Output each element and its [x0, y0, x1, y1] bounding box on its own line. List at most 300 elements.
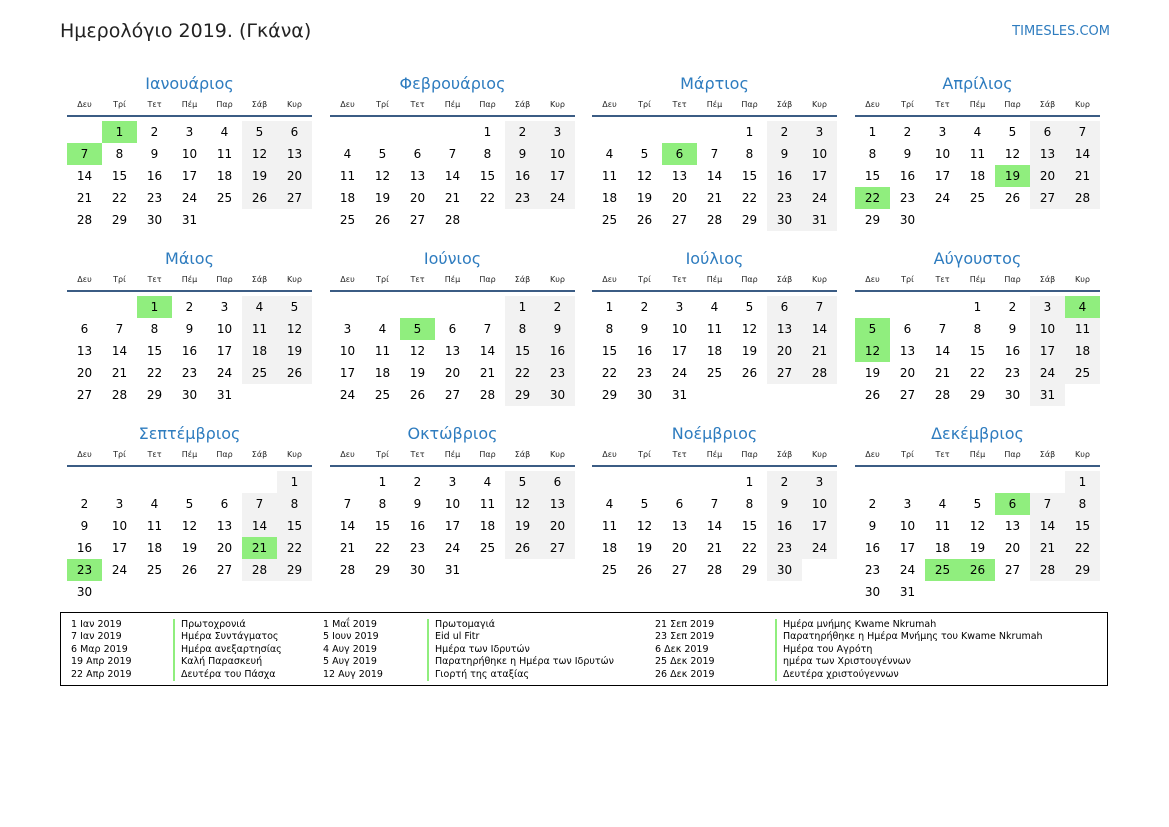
day-grid — [592, 296, 837, 406]
weekday-header — [855, 447, 1100, 467]
day-cell: 8 — [277, 493, 312, 515]
legend-holiday-name: Ημέρα ανεξαρτησίας — [173, 644, 282, 656]
day-cell: 18 — [374, 366, 391, 380]
holiday-day: 6 — [995, 493, 1030, 515]
weekday-label: Παρ — [479, 100, 496, 109]
legend-date: 7 Ιαν 2019 — [71, 631, 122, 643]
site-link[interactable]: TIMESLES.COM — [1012, 24, 1110, 39]
weekday-label: Τρί — [901, 450, 914, 459]
legend-holiday-name: Δευτέρα χριστούγεννων — [775, 669, 899, 681]
day-cell: 17 — [339, 366, 356, 380]
day-cell: 8 — [745, 147, 754, 161]
day-cell: 5 — [505, 471, 540, 493]
weekday-label: Τετ — [935, 275, 950, 284]
day-cell: 15 — [505, 340, 540, 362]
day-cell: 5 — [973, 497, 982, 511]
day-cell: 7 — [1065, 121, 1100, 143]
day-cell: 3 — [938, 125, 947, 139]
weekday-header — [330, 272, 575, 292]
day-cell: 24 — [899, 563, 916, 577]
legend-date: 4 Αυγ 2019 — [323, 643, 377, 655]
holiday-day: 4 — [1065, 296, 1100, 318]
weekday-label: Παρ — [216, 450, 233, 459]
weekday-label: Πέμ — [444, 275, 461, 284]
day-cell: 4 — [973, 125, 982, 139]
weekday-label: Τετ — [147, 450, 162, 459]
weekday-label: Κυρ — [287, 100, 302, 109]
weekday-label: Δευ — [77, 275, 92, 284]
day-cell: 20 — [767, 340, 802, 362]
weekday-label: Κυρ — [550, 100, 565, 109]
weekday-label: Τρί — [901, 275, 914, 284]
empty-cell — [855, 471, 890, 493]
day-cell: 4 — [710, 300, 719, 314]
day-cell: 21 — [111, 366, 128, 380]
day-cell: 16 — [409, 519, 426, 533]
day-cell: 1 — [605, 300, 614, 314]
day-cell: 1 — [868, 125, 877, 139]
month-name: Μάιος — [165, 249, 214, 268]
day-cell: 10 — [802, 143, 837, 165]
weekday-label: Τρί — [376, 450, 389, 459]
day-cell: 2 — [767, 121, 802, 143]
day-cell: 7 — [710, 147, 719, 161]
day-cell: 1 — [483, 125, 492, 139]
day-cell: 19 — [636, 541, 653, 555]
weekday-label: Σάβ — [1039, 100, 1056, 109]
legend-date: 12 Αυγ 2019 — [323, 668, 383, 680]
day-cell: 27 — [277, 187, 312, 209]
holiday-day: 26 — [960, 559, 995, 581]
day-cell: 26 — [1004, 191, 1021, 205]
day-cell: 19 — [374, 191, 391, 205]
day-cell: 27 — [1030, 187, 1065, 209]
legend-date: 26 Δεκ 2019 — [655, 668, 715, 680]
day-cell: 28 — [934, 388, 951, 402]
day-cell: 20 — [1030, 165, 1065, 187]
day-cell: 7 — [343, 497, 352, 511]
day-cell: 4 — [483, 475, 492, 489]
day-cell: 23 — [864, 563, 881, 577]
weekday-label: Τρί — [113, 275, 126, 284]
empty-cell — [662, 471, 697, 493]
day-cell: 19 — [242, 165, 277, 187]
day-cell: 8 — [115, 147, 124, 161]
day-cell: 11 — [601, 519, 618, 533]
day-cell: 24 — [181, 191, 198, 205]
day-cell: 19 — [409, 366, 426, 380]
day-cell: 28 — [339, 563, 356, 577]
weekday-label: Κυρ — [812, 275, 827, 284]
day-cell: 29 — [864, 213, 881, 227]
weekday-label: Σάβ — [514, 100, 531, 109]
holiday-legend — [60, 612, 1108, 686]
day-cell: 22 — [969, 366, 986, 380]
day-cell: 28 — [706, 563, 723, 577]
day-cell: 19 — [741, 344, 758, 358]
day-cell: 30 — [767, 559, 802, 581]
day-cell: 13 — [671, 169, 688, 183]
legend-date: 6 Δεκ 2019 — [655, 643, 709, 655]
day-cell: 12 — [636, 519, 653, 533]
day-cell: 25 — [242, 362, 277, 384]
legend-holiday-name: Ημέρα των Ιδρυτών — [427, 644, 530, 656]
day-cell: 15 — [601, 344, 618, 358]
day-cell: 7 — [938, 322, 947, 336]
weekday-header — [592, 447, 837, 467]
day-cell: 7 — [448, 147, 457, 161]
day-cell: 9 — [185, 322, 194, 336]
month-name: Αύγουστος — [933, 249, 1022, 268]
legend-date: 6 Μαρ 2019 — [71, 643, 128, 655]
legend-date: 5 Αυγ 2019 — [323, 656, 377, 668]
day-cell: 4 — [605, 147, 614, 161]
day-cell: 11 — [374, 344, 391, 358]
day-cell: 6 — [540, 471, 575, 493]
day-cell: 25 — [969, 191, 986, 205]
day-cell: 14 — [934, 344, 951, 358]
legend-date: 21 Σεπ 2019 — [655, 619, 715, 630]
day-cell: 10 — [934, 147, 951, 161]
day-cell: 21 — [706, 541, 723, 555]
weekday-label: Τετ — [672, 275, 687, 284]
day-cell: 22 — [111, 191, 128, 205]
weekday-label: Σάβ — [514, 275, 531, 284]
day-cell: 30 — [146, 213, 163, 227]
weekday-label: Δευ — [865, 275, 880, 284]
day-cell: 13 — [540, 493, 575, 515]
weekday-label: Σάβ — [776, 100, 793, 109]
day-cell: 27 — [767, 362, 802, 384]
day-cell: 27 — [671, 213, 688, 227]
day-cell: 23 — [146, 191, 163, 205]
day-cell: 30 — [636, 388, 653, 402]
day-cell: 26 — [277, 362, 312, 384]
day-grid — [592, 471, 837, 581]
day-cell: 26 — [864, 388, 881, 402]
weekday-label: Τετ — [672, 450, 687, 459]
empty-cell — [365, 121, 400, 143]
day-cell: 27 — [1004, 563, 1021, 577]
empty-cell — [102, 471, 137, 493]
legend-date: 19 Απρ 2019 — [71, 656, 132, 668]
day-cell: 5 — [640, 497, 649, 511]
day-cell: 13 — [216, 519, 233, 533]
legend-holiday-name: Ημέρα μνήμης Kwame Nkrumah — [775, 619, 936, 631]
day-cell: 27 — [671, 563, 688, 577]
day-cell: 18 — [601, 191, 618, 205]
day-cell: 12 — [181, 519, 198, 533]
day-cell: 21 — [444, 191, 461, 205]
month-name: Ιούνιος — [423, 249, 482, 268]
weekday-label: Τρί — [638, 275, 651, 284]
day-cell: 11 — [934, 519, 951, 533]
day-cell: 10 — [671, 322, 688, 336]
month-name: Δεκέμβριος — [931, 424, 1024, 443]
weekday-label: Τετ — [410, 275, 425, 284]
day-cell: 14 — [1065, 143, 1100, 165]
day-cell: 3 — [802, 471, 837, 493]
day-cell: 28 — [1065, 187, 1100, 209]
weekday-label: Τρί — [638, 450, 651, 459]
weekday-label: Κυρ — [550, 450, 565, 459]
day-cell: 23 — [181, 366, 198, 380]
empty-cell — [207, 471, 242, 493]
day-cell: 18 — [706, 344, 723, 358]
day-cell: 11 — [146, 519, 163, 533]
holiday-day: 25 — [925, 559, 960, 581]
holiday-day: 23 — [67, 559, 102, 581]
weekday-label: Σάβ — [1039, 275, 1056, 284]
day-cell: 22 — [277, 537, 312, 559]
weekday-label: Δευ — [340, 275, 355, 284]
day-cell: 14 — [76, 169, 93, 183]
day-cell: 11 — [969, 147, 986, 161]
day-cell: 17 — [181, 169, 198, 183]
day-cell: 23 — [505, 187, 540, 209]
day-cell: 12 — [409, 344, 426, 358]
day-cell: 28 — [479, 388, 496, 402]
day-cell: 18 — [216, 169, 233, 183]
day-cell: 16 — [899, 169, 916, 183]
day-cell: 8 — [605, 322, 614, 336]
day-cell: 20 — [899, 366, 916, 380]
day-cell: 29 — [741, 563, 758, 577]
day-cell: 26 — [409, 388, 426, 402]
day-cell: 21 — [479, 366, 496, 380]
day-cell: 6 — [413, 147, 422, 161]
weekday-label: Πέμ — [444, 450, 461, 459]
empty-cell — [592, 471, 627, 493]
month-1 — [67, 73, 312, 231]
day-cell: 29 — [146, 388, 163, 402]
day-cell: 25 — [374, 388, 391, 402]
weekday-label: Παρ — [479, 450, 496, 459]
day-cell: 28 — [802, 362, 837, 384]
legend-holiday-name: Καλή Παρασκευή — [173, 656, 262, 668]
weekday-label: Κυρ — [812, 450, 827, 459]
day-cell: 20 — [671, 191, 688, 205]
day-cell: 9 — [903, 147, 912, 161]
day-cell: 3 — [185, 125, 194, 139]
day-cell: 17 — [444, 519, 461, 533]
holiday-day: 1 — [137, 296, 172, 318]
day-cell: 13 — [671, 519, 688, 533]
day-cell: 24 — [540, 187, 575, 209]
month-name: Σεπτέμβριος — [138, 424, 241, 443]
empty-cell — [435, 296, 470, 318]
day-cell: 21 — [802, 340, 837, 362]
weekday-label: Κυρ — [1075, 275, 1090, 284]
day-cell: 13 — [1030, 143, 1065, 165]
weekday-label: Τετ — [410, 450, 425, 459]
day-cell: 16 — [540, 340, 575, 362]
day-cell: 10 — [444, 497, 461, 511]
day-cell: 26 — [242, 187, 277, 209]
day-cell: 9 — [767, 143, 802, 165]
day-cell: 5 — [185, 497, 194, 511]
day-cell: 20 — [277, 165, 312, 187]
day-cell: 2 — [868, 497, 877, 511]
empty-cell — [330, 296, 365, 318]
day-cell: 6 — [767, 296, 802, 318]
weekday-label: Παρ — [216, 100, 233, 109]
day-cell: 2 — [767, 471, 802, 493]
day-cell: 4 — [220, 125, 229, 139]
day-cell: 21 — [1030, 537, 1065, 559]
weekday-label: Τετ — [935, 450, 950, 459]
holiday-day: 5 — [855, 318, 890, 340]
day-cell: 24 — [1030, 362, 1065, 384]
day-cell: 8 — [745, 497, 754, 511]
day-cell: 26 — [505, 537, 540, 559]
month-6 — [330, 248, 575, 406]
day-cell: 11 — [706, 322, 723, 336]
weekday-label: Πέμ — [969, 275, 986, 284]
legend-holiday-name: Ημέρα Συντάγματος — [173, 631, 278, 643]
day-cell: 10 — [111, 519, 128, 533]
day-cell: 8 — [505, 318, 540, 340]
month-10 — [330, 423, 575, 581]
day-grid — [855, 121, 1100, 231]
day-cell: 23 — [767, 537, 802, 559]
weekday-header — [592, 97, 837, 117]
day-cell: 15 — [969, 344, 986, 358]
day-cell: 24 — [934, 191, 951, 205]
day-cell: 24 — [802, 187, 837, 209]
day-cell: 9 — [540, 318, 575, 340]
day-cell: 8 — [868, 147, 877, 161]
day-cell: 13 — [1004, 519, 1021, 533]
day-cell: 2 — [540, 296, 575, 318]
month-name: Ιανουάριος — [145, 74, 234, 93]
day-cell: 16 — [181, 344, 198, 358]
empty-cell — [365, 296, 400, 318]
empty-cell — [627, 471, 662, 493]
holiday-day: 5 — [400, 318, 435, 340]
empty-cell — [662, 121, 697, 143]
day-cell: 2 — [1008, 300, 1017, 314]
day-cell: 12 — [505, 493, 540, 515]
weekday-label: Τρί — [376, 275, 389, 284]
holiday-day: 21 — [242, 537, 277, 559]
day-cell: 5 — [242, 121, 277, 143]
day-cell: 3 — [903, 497, 912, 511]
day-cell: 3 — [115, 497, 124, 511]
day-cell: 2 — [640, 300, 649, 314]
day-cell: 3 — [675, 300, 684, 314]
day-cell: 11 — [479, 497, 496, 511]
weekday-label: Κυρ — [1075, 100, 1090, 109]
weekday-label: Δευ — [865, 450, 880, 459]
day-cell: 27 — [899, 388, 916, 402]
day-cell: 9 — [413, 497, 422, 511]
day-cell: 30 — [181, 388, 198, 402]
day-cell: 23 — [899, 191, 916, 205]
day-cell: 14 — [706, 519, 723, 533]
day-cell: 10 — [1030, 318, 1065, 340]
page-title: Ημερολόγιο 2019. (Γκάνα) — [60, 20, 312, 42]
legend-date: 5 Ιουν 2019 — [323, 631, 379, 643]
day-cell: 24 — [339, 388, 356, 402]
day-grid — [330, 296, 575, 406]
day-cell: 5 — [378, 147, 387, 161]
holiday-day: 7 — [67, 143, 102, 165]
day-cell: 4 — [605, 497, 614, 511]
day-cell: 23 — [1004, 366, 1021, 380]
day-cell: 10 — [339, 344, 356, 358]
day-cell: 7 — [710, 497, 719, 511]
weekday-label: Πέμ — [444, 100, 461, 109]
day-cell: 10 — [181, 147, 198, 161]
day-cell: 16 — [146, 169, 163, 183]
day-cell: 25 — [1065, 362, 1100, 384]
day-cell: 26 — [636, 213, 653, 227]
weekday-label: Τρί — [376, 100, 389, 109]
weekday-label: Τετ — [147, 100, 162, 109]
day-cell: 10 — [899, 519, 916, 533]
day-cell: 22 — [1065, 537, 1100, 559]
weekday-label: Σάβ — [776, 450, 793, 459]
empty-cell — [400, 296, 435, 318]
day-cell: 15 — [146, 344, 163, 358]
day-cell: 25 — [706, 366, 723, 380]
weekday-label: Παρ — [1004, 450, 1021, 459]
day-cell: 14 — [802, 318, 837, 340]
day-cell: 29 — [741, 213, 758, 227]
day-grid — [855, 471, 1100, 603]
month-12 — [855, 423, 1100, 603]
day-cell: 25 — [601, 213, 618, 227]
day-cell: 19 — [636, 191, 653, 205]
legend-holiday-name: Γιορτή της αταξίας — [427, 669, 529, 681]
day-cell: 16 — [767, 515, 802, 537]
day-cell: 6 — [277, 121, 312, 143]
day-cell: 1 — [745, 475, 754, 489]
day-cell: 9 — [868, 519, 877, 533]
day-cell: 29 — [374, 563, 391, 577]
day-cell: 10 — [216, 322, 233, 336]
day-cell: 13 — [76, 344, 93, 358]
day-cell: 7 — [242, 493, 277, 515]
empty-cell — [242, 471, 277, 493]
day-cell: 29 — [111, 213, 128, 227]
weekday-label: Δευ — [865, 100, 880, 109]
day-cell: 10 — [802, 493, 837, 515]
day-cell: 3 — [448, 475, 457, 489]
weekday-label: Πέμ — [181, 100, 198, 109]
day-cell: 20 — [216, 541, 233, 555]
day-grid — [67, 121, 312, 231]
day-cell: 25 — [339, 213, 356, 227]
day-cell: 3 — [343, 322, 352, 336]
day-cell: 27 — [76, 388, 93, 402]
day-cell: 7 — [1030, 493, 1065, 515]
day-cell: 19 — [277, 340, 312, 362]
day-cell: 1 — [745, 125, 754, 139]
day-cell: 13 — [444, 344, 461, 358]
day-cell: 27 — [540, 537, 575, 559]
weekday-label: Τετ — [410, 100, 425, 109]
day-cell: 13 — [409, 169, 426, 183]
empty-cell — [137, 471, 172, 493]
day-cell: 16 — [864, 541, 881, 555]
day-cell: 7 — [802, 296, 837, 318]
day-cell: 24 — [111, 563, 128, 577]
day-cell: 22 — [601, 366, 618, 380]
day-cell: 4 — [938, 497, 947, 511]
weekday-label: Πέμ — [706, 100, 723, 109]
